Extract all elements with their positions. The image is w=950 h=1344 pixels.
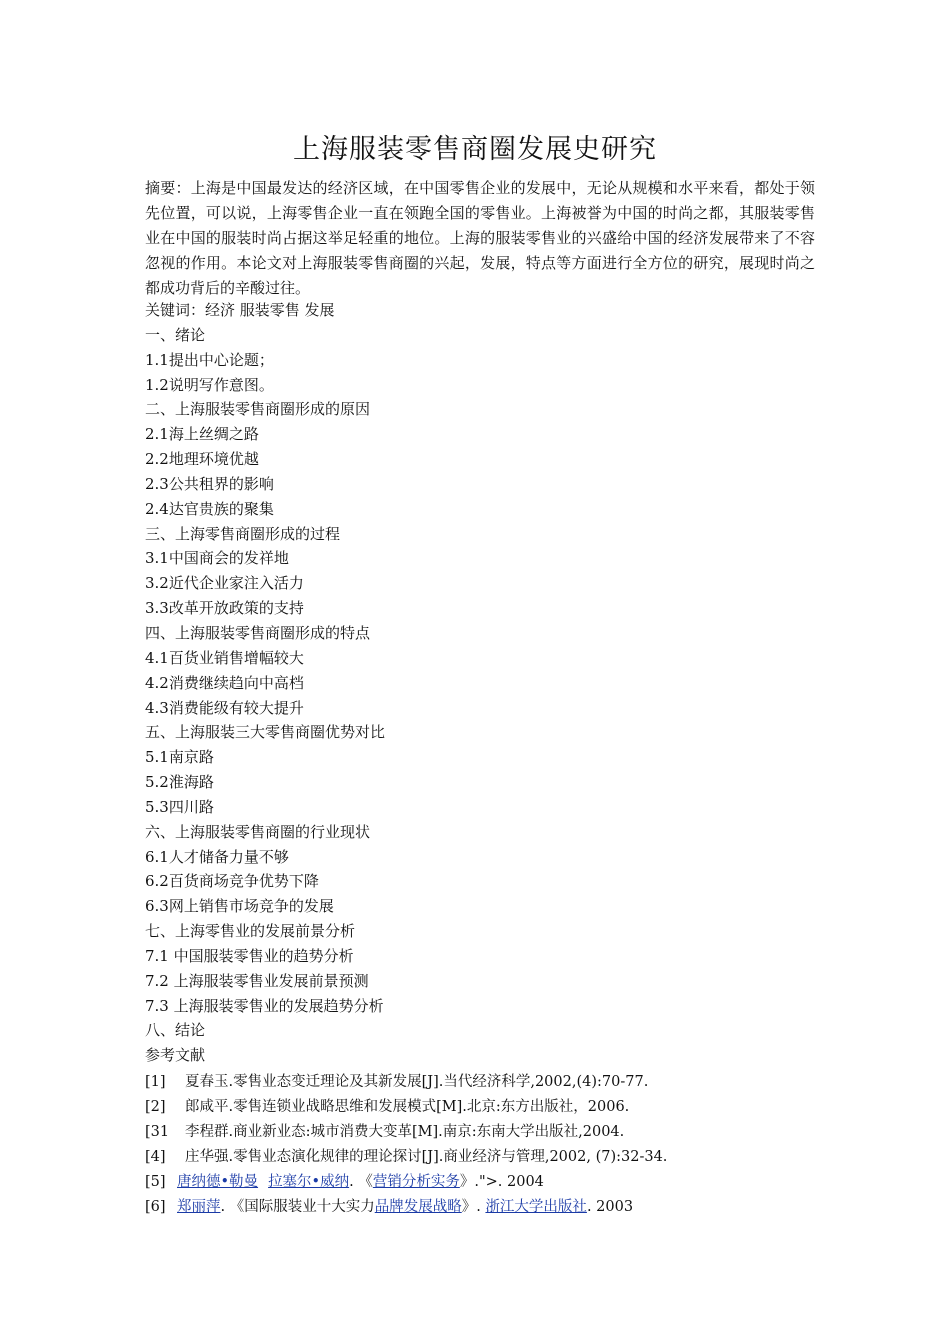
author-link[interactable]: 唐纳德•勒曼 bbox=[177, 1174, 259, 1190]
reference-item bbox=[145, 1120, 865, 1145]
outline-item: 3.2近代企业家注入活力 bbox=[145, 574, 304, 593]
outline-item: 4.3消费能级有较大提升 bbox=[145, 698, 304, 717]
reference-text: 庄华强.零售业态演化规律的理论探讨[J].商业经济与管理,2002, (7):32-34. bbox=[185, 1149, 668, 1165]
outline-item: 6.2百货商场竞争优势下降 bbox=[145, 872, 319, 891]
author-link[interactable]: 拉塞尔•威纳 bbox=[268, 1174, 350, 1190]
author-link[interactable]: 郑丽萍 bbox=[177, 1199, 221, 1215]
outline-item: 1.2说明写作意图。 bbox=[145, 375, 274, 394]
outline-item: 5.2淮海路 bbox=[145, 773, 214, 792]
reference-number: [4] bbox=[145, 1149, 166, 1165]
reference-text: 》. bbox=[461, 1199, 486, 1215]
outline-item: 2.2地理环境优越 bbox=[145, 450, 259, 469]
outline-item: 4.2消费继续趋向中高档 bbox=[145, 673, 304, 692]
outline-item: 4.1百货业销售增幅较大 bbox=[145, 648, 304, 667]
keywords-line: 关键词：经济 服装零售 发展 bbox=[145, 301, 335, 319]
book-link[interactable]: 营销分析实务 bbox=[372, 1174, 460, 1190]
reference-text: . 《国际服装业十大实力 bbox=[220, 1199, 375, 1215]
reference-number: [5] bbox=[145, 1174, 166, 1190]
reference-item bbox=[145, 1145, 865, 1170]
outline-item: 五、上海服装三大零售商圈优势对比 bbox=[145, 723, 386, 742]
reference-number: [31 bbox=[145, 1124, 170, 1140]
outline-item: 2.3公共租界的影响 bbox=[145, 474, 274, 493]
outline-item: 七、上海零售业的发展前景分析 bbox=[145, 922, 356, 941]
reference-text: 李程群.商业新业态:城市消费大变革[M].南京:东南大学出版社,2004. bbox=[185, 1124, 625, 1140]
reference-item bbox=[145, 1195, 865, 1220]
document-title: 上海服装零售商圈发展史研究 bbox=[293, 134, 657, 165]
reference-item bbox=[145, 1095, 865, 1120]
references-heading: 参考文献 bbox=[145, 1046, 206, 1065]
outline-item: 3.3改革开放政策的支持 bbox=[145, 599, 304, 618]
reference-list bbox=[145, 1070, 865, 1220]
outline-item: 2.4达官贵族的聚集 bbox=[145, 499, 274, 518]
abstract-paragraph: 摘要：上海是中国最发达的经济区域，在中国零售企业的发展中，无论从规模和水平来看，都处于领先位置，可以说，上海零售企业一直在领跑全国的零售业。上海被誉为中国的时尚之都，其服装零售业在中国的服装时尚占据这举足轻重的地位。上海的服装零售业的兴盛给中国的经济发展带来了不容忽视的作用。本论文对上海服装零售商圈的兴起，发展，特点等方面进行全方位的研究，展现时尚之都成功背后的辛酸过往。 bbox=[145, 179, 815, 297]
reference-text: . 2003 bbox=[586, 1199, 634, 1215]
outline-item: 6.1人才储备力量不够 bbox=[145, 847, 289, 866]
outline-item: 6.3网上销售市场竞争的发展 bbox=[145, 897, 334, 916]
outline-item: 5.1南京路 bbox=[145, 748, 214, 767]
reference-item bbox=[145, 1070, 865, 1095]
outline-list bbox=[145, 298, 845, 1068]
outline-item: 四、上海服装零售商圈形成的特点 bbox=[145, 623, 371, 642]
reference-text: 》.">. 2004 bbox=[459, 1174, 544, 1190]
outline-item: 1.1提出中心论题； bbox=[145, 350, 274, 369]
reference-text: . 《 bbox=[349, 1174, 373, 1190]
reference-text: 夏春玉.零售业态变迁理论及其新发展[J].当代经济科学,2002,(4):70-77. bbox=[185, 1074, 649, 1090]
outline-item: 7.1 中国服装零售业的趋势分析 bbox=[145, 946, 354, 965]
outline-item: 2.1海上丝绸之路 bbox=[145, 425, 259, 444]
outline-item: 六、上海服装零售商圈的行业现状 bbox=[145, 822, 371, 841]
reference-item bbox=[145, 1170, 865, 1195]
outline-item: 八、结论 bbox=[145, 1021, 206, 1040]
outline-item: 5.3四川路 bbox=[145, 797, 214, 816]
outline-item: 二、上海服装零售商圈形成的原因 bbox=[145, 400, 371, 419]
reference-number: [2] bbox=[145, 1099, 166, 1115]
outline-item: 7.2 上海服装零售业发展前景预测 bbox=[145, 971, 369, 990]
publisher-link[interactable]: 浙江大学出版社 bbox=[485, 1199, 587, 1215]
outline-item: 一、绪论 bbox=[145, 325, 206, 344]
reference-text: 郎咸平.零售连锁业战略思维和发展模式[M].北京:东方出版社，2006. bbox=[185, 1099, 630, 1115]
reference-number: [6] bbox=[145, 1199, 166, 1215]
outline-item: 三、上海零售商圈形成的过程 bbox=[145, 524, 341, 543]
outline-item: 7.3 上海服装零售业的发展趋势分析 bbox=[145, 996, 384, 1015]
book-link[interactable]: 品牌发展战略 bbox=[374, 1199, 462, 1215]
reference-number: [1] bbox=[145, 1074, 166, 1090]
outline-item: 3.1中国商会的发祥地 bbox=[145, 549, 289, 568]
